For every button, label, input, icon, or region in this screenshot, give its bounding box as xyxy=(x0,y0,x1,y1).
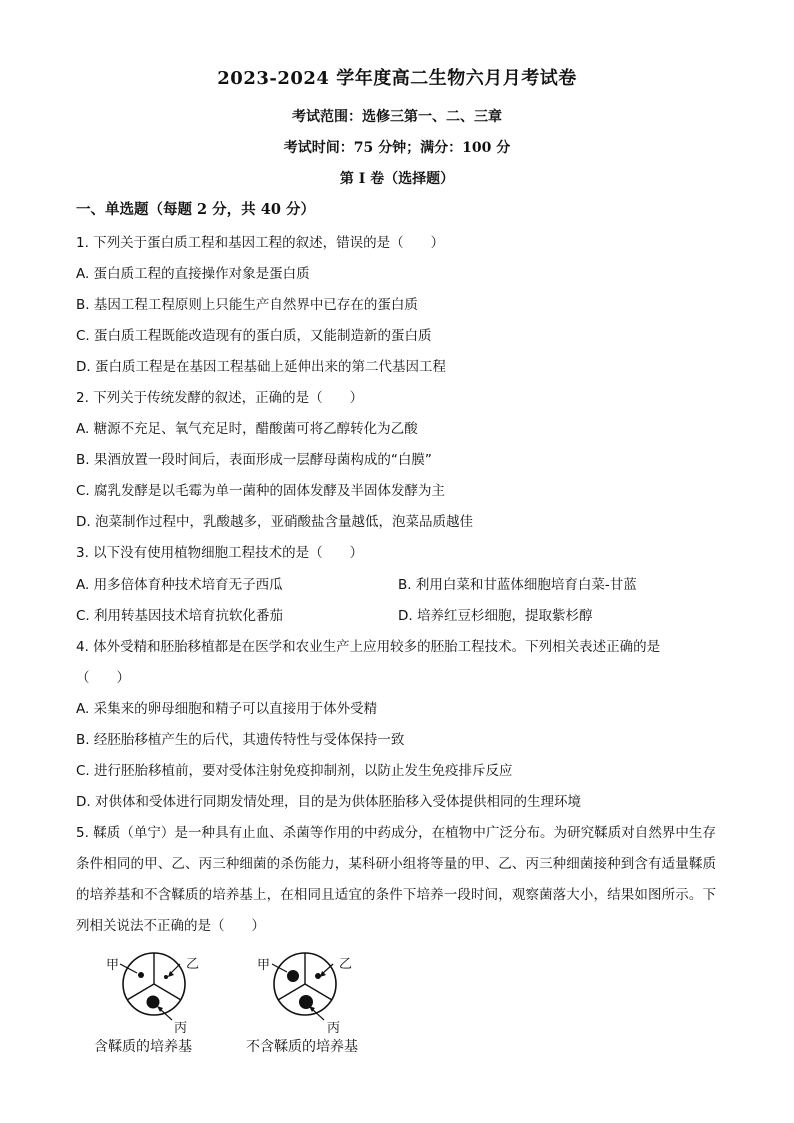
question-2-stem: 2. 下列关于传统发酵的叙述，正确的是（ ） xyxy=(76,390,364,406)
question-5-stem: 5. 鞣质（单宁）是一种具有止血、杀菌等作用的中药成分，在植物中广泛分布。为研究鞣质对自然界中生存条件相同的甲、乙、丙三种细菌的杀伤能力，某科研小组将等量的甲、乙、丙三种细菌接种到含有适量鞣质的培养基和不含鞣质的培养基上，在相同且适宜的条件下培养一段时间，观察菌落大小，结果如图所示。下列相关说法不正确的是（ ） xyxy=(76,825,716,934)
bacteria-plate-figure xyxy=(90,948,410,1058)
question-3-option-d: D. 培养红豆杉细胞，提取紫杉醇 xyxy=(398,608,593,624)
question-2-option-c: C. 腐乳发酵是以毛霉为单一菌种的固体发酵及半固体发酵为主 xyxy=(76,483,446,499)
question-2-option-a: A. 糖源不充足、氧气充足时，醋酸菌可将乙醇转化为乙酸 xyxy=(76,421,418,437)
question-1-stem: 1. 下列关于蛋白质工程和基因工程的叙述，错误的是（ ） xyxy=(76,235,445,251)
label-jia-2: 甲 xyxy=(257,958,271,973)
label-jia-1: 甲 xyxy=(106,958,120,973)
question-1-option-a: A. 蛋白质工程的直接操作对象是蛋白质 xyxy=(76,266,310,282)
colony-jia-small xyxy=(138,972,144,978)
colony-yi-small xyxy=(164,975,168,979)
label-yi-2: 乙 xyxy=(339,957,353,972)
question-3-option-c: C. 利用转基因技术培育抗软化番茄 xyxy=(76,608,284,624)
exam-scope: 考试范围：选修三第一、二、三章 xyxy=(292,109,502,125)
question-2-option-b: B. 果酒放置一段时间后，表面形成一层酵母菌构成的“白膜” xyxy=(76,452,432,468)
colony-yi-medium xyxy=(315,973,321,979)
question-1-option-d: D. 蛋白质工程是在基因工程基础上延伸出来的第二代基因工程 xyxy=(76,359,446,375)
label-bing-2: 丙 xyxy=(327,1021,341,1036)
question-4-stem-cont: （ ） xyxy=(76,670,130,686)
question-1-option-c: C. 蛋白质工程既能改造现有的蛋白质，又能制造新的蛋白质 xyxy=(76,328,432,344)
section-heading: 一、单选题（每题 2 分，共 40 分） xyxy=(76,201,315,218)
question-3-stem: 3. 以下没有使用植物细胞工程技术的是（ ） xyxy=(76,545,364,561)
question-3-option-a: A. 用多倍体育种技术培育无子西瓜 xyxy=(76,577,283,593)
volume-heading: 第 I 卷（选择题） xyxy=(339,171,455,187)
question-2-option-d: D. 泡菜制作过程中，乳酸越多，亚硝酸盐含量越低，泡菜品质越佳 xyxy=(76,514,473,530)
label-bing-1: 丙 xyxy=(174,1021,188,1036)
question-4-option-c: C. 进行胚胎移植前，要对受体注射免疫抑制剂，以防止发生免疫排斥反应 xyxy=(76,763,513,779)
caption-with-tannin: 含鞣质的培养基 xyxy=(94,1039,192,1055)
caption-without-tannin: 不含鞣质的培养基 xyxy=(246,1039,358,1055)
question-4-option-b: B. 经胚胎移植产生的后代，其遗传特性与受体保持一致 xyxy=(76,732,405,748)
plate-with-tannin xyxy=(120,953,185,1020)
label-yi-1: 乙 xyxy=(186,957,200,972)
question-4-option-d: D. 对供体和受体进行同期发情处理，目的是为供体胚胎移入受体提供相同的生理环境 xyxy=(76,794,581,810)
question-1-option-b: B. 基因工程工程原则上只能生产自然界中已存在的蛋白质 xyxy=(76,297,418,313)
question-4-option-a: A. 采集来的卵母细胞和精子可以直接用于体外受精 xyxy=(76,701,378,717)
exam-title: 2023-2024 学年度高二生物六月月考试卷 xyxy=(217,68,577,89)
question-4-stem: 4. 体外受精和胚胎移植都是在医学和农业生产上应用较多的胚胎工程技术。下列相关表述正确的是 xyxy=(76,639,661,655)
question-3-option-b: B. 利用白菜和甘蓝体细胞培育白菜-甘蓝 xyxy=(398,577,637,593)
exam-time: 考试时间：75 分钟；满分：100 分 xyxy=(283,140,511,156)
plate-without-tannin xyxy=(272,953,336,1020)
colony-jia-large xyxy=(287,970,299,982)
